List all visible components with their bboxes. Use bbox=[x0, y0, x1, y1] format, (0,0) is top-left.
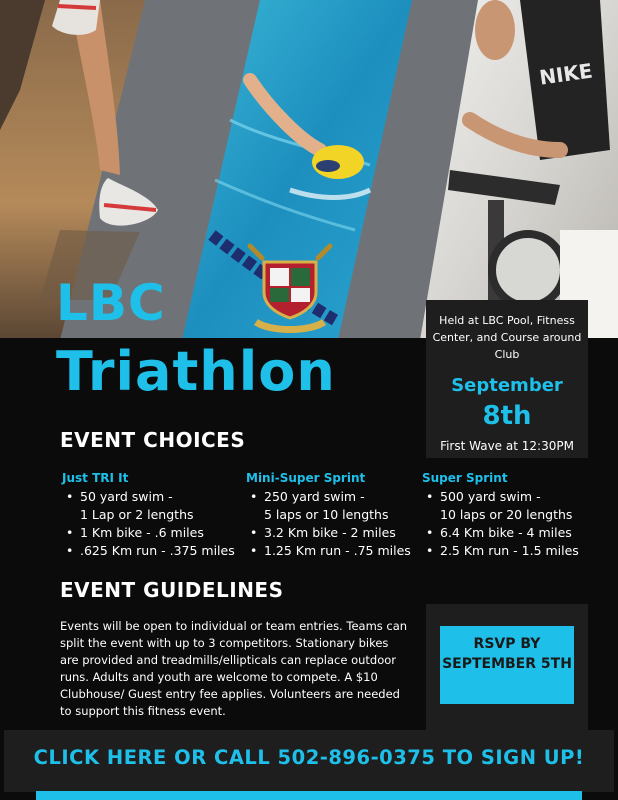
event-name: Super Sprint bbox=[422, 471, 508, 485]
first-wave-time: First Wave at 12:30PM bbox=[440, 439, 574, 453]
rsvp-button[interactable]: RSVP BY SEPTEMBER 5TH bbox=[440, 626, 574, 704]
svg-text:NIKE: NIKE bbox=[537, 58, 594, 90]
event-column-mini-super-sprint bbox=[246, 471, 411, 560]
event-day: 8th bbox=[482, 401, 532, 431]
event-month: September bbox=[451, 375, 563, 396]
event-info-box bbox=[426, 300, 588, 458]
list-item: • 50 yard swim - bbox=[62, 488, 235, 506]
event-details-list bbox=[422, 488, 579, 560]
event-name: Just TRI It bbox=[62, 471, 129, 485]
list-item: • 500 yard swim - bbox=[422, 488, 579, 506]
event-choices-heading: EVENT CHOICES bbox=[60, 428, 246, 452]
rsvp-panel bbox=[426, 604, 588, 730]
guidelines-paragraph: Events will be open to individual or team entries. Teams can split the event with up to 3 competitors. Stationary bikes are provided and treadmills/ellipticals can replace outdoor runs. Adults and youth are welcome to compete. A $10 Clubhouse/ Guest entry fee applies. Volunteers are needed to support this fitness event. bbox=[60, 619, 408, 718]
list-item: • 6.4 Km bike - 4 miles bbox=[422, 524, 579, 542]
list-item: • 1.25 Km run - .75 miles bbox=[246, 542, 411, 560]
list-item: • .625 Km run - .375 miles bbox=[62, 542, 235, 560]
title-lbc: LBC bbox=[56, 274, 166, 332]
venue-text: Held at LBC Pool, Fitness Center, and Course around Club bbox=[432, 314, 582, 361]
list-item: • 2.5 Km run - 1.5 miles bbox=[422, 542, 579, 560]
event-column-just-tri-it bbox=[62, 471, 235, 560]
event-name: Mini-Super Sprint bbox=[246, 471, 366, 485]
event-details-list bbox=[246, 488, 411, 560]
list-item: • 3.2 Km bike - 2 miles bbox=[246, 524, 411, 542]
list-item: 1 Lap or 2 lengths bbox=[80, 507, 194, 522]
list-item: • 1 Km bike - .6 miles bbox=[62, 524, 235, 542]
list-item: 10 laps or 20 lengths bbox=[440, 507, 573, 522]
sign-up-button[interactable] bbox=[4, 730, 614, 792]
list-item: 5 laps or 10 lengths bbox=[264, 507, 389, 522]
event-guidelines-heading: EVENT GUIDELINES bbox=[60, 578, 284, 602]
event-details-list bbox=[62, 488, 235, 560]
title-triathlon: Triathlon bbox=[56, 340, 336, 403]
bottom-accent-strip bbox=[36, 791, 582, 800]
list-item: • 250 yard swim - bbox=[246, 488, 411, 506]
event-column-super-sprint bbox=[422, 471, 579, 560]
sign-up-label: CLICK HERE OR CALL 502-896-0375 TO SIGN UP! bbox=[33, 746, 585, 769]
